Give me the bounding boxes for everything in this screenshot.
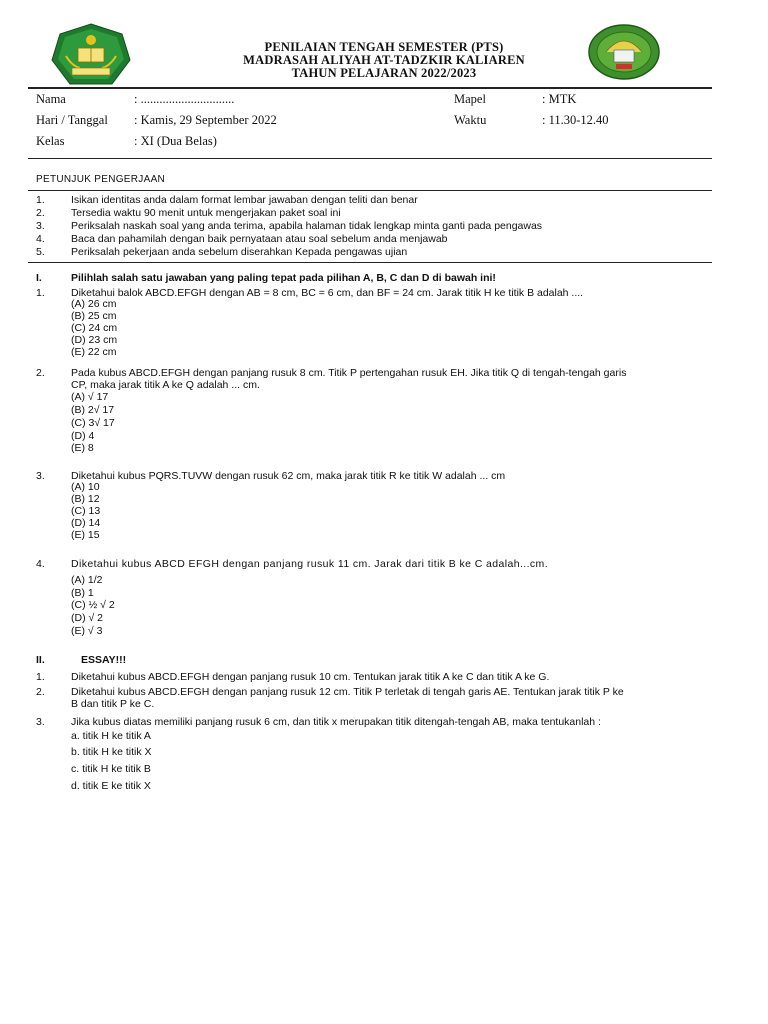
mapel-value: : MTK [542, 92, 577, 106]
question-number: 4. [36, 558, 45, 570]
question-number: 1. [36, 287, 45, 299]
section2-title: ESSAY!!! [81, 654, 127, 666]
header-title-2: MADRASAH ALIYAH AT-TADZKIR KALIAREN [243, 53, 525, 67]
option-c: (C) 13 [71, 505, 101, 517]
hari-label: Hari / Tanggal [36, 113, 108, 127]
option-d: (D) 4 [71, 430, 95, 442]
essay-subitem-b: b. titik H ke titik X [71, 746, 152, 758]
question-text: Diketahui kubus ABCD EFGH dengan panjang rusuk 11 cm. Jarak dari titik B ke C adalah...cm. [71, 558, 549, 570]
option-d: (D) 23 cm [71, 334, 118, 346]
petunjuk-item: Tersedia waktu 90 menit untuk mengerjakan paket soal ini [71, 207, 341, 219]
question-number: 2. [36, 367, 45, 379]
essay-text-continued: B dan titik P ke C. [71, 698, 155, 710]
question-text: Diketahui kubus PQRS.TUVW dengan rusuk 62 cm, maka jarak titik R ke titik W adalah ... cm [71, 470, 506, 482]
option-d: (D) √ 2 [71, 612, 104, 624]
option-a: (A) 10 [71, 481, 100, 493]
essay-subitem-c: c. titik H ke titik B [71, 763, 151, 775]
petunjuk-bottom-rule [28, 262, 712, 263]
option-b: (B) 12 [71, 493, 100, 505]
exam-header [0, 0, 768, 90]
essay-text: Jika kubus diatas memiliki panjang rusuk 6 cm, dan titik x merupakan titik ditengah-tengah AB, maka tentukanlah : [71, 716, 601, 728]
petunjuk-num: 3. [36, 220, 45, 232]
section1-number: I. [36, 272, 42, 284]
mapel-label: Mapel [454, 92, 486, 106]
petunjuk-item: Periksalah pekerjaan anda sebelum diserahkan Kepada pengawas ujian [71, 246, 408, 258]
essay-subitem-a: a. titik H ke titik A [71, 730, 151, 742]
essay-text: Diketahui kubus ABCD.EFGH dengan panjang rusuk 10 cm. Tentukan jarak titik A ke C dan titik A ke G. [71, 671, 550, 683]
question-text: Diketahui balok ABCD.EFGH dengan AB = 8 cm, BC = 6 cm, dan BF = 24 cm. Jarak titik H ke titik B adalah .... [71, 287, 584, 299]
waktu-label: Waktu [454, 113, 487, 127]
petunjuk-title: PETUNJUK PENGERJAAN [36, 174, 166, 185]
nama-label: Nama [36, 92, 66, 106]
option-e: (E) 8 [71, 442, 94, 454]
option-d: (D) 14 [71, 517, 101, 529]
option-b: (B) 1 [71, 587, 94, 599]
petunjuk-num: 1. [36, 194, 45, 206]
header-title-3: TAHUN PELAJARAN 2022/2023 [291, 66, 477, 80]
option-c: (C) 24 cm [71, 322, 118, 334]
question-text-continued: CP, maka jarak titik A ke Q adalah ... cm. [71, 379, 260, 391]
option-e: (E) 15 [71, 529, 100, 541]
kelas-value: : XI (Dua Belas) [134, 134, 217, 148]
petunjuk-top-rule [28, 190, 712, 191]
essay-number: 3. [36, 716, 45, 728]
option-c: (C) ½ √ 2 [71, 599, 115, 611]
header-title-1: PENILAIAN TENGAH SEMESTER (PTS) [264, 40, 504, 54]
nama-value: : .............................. [134, 92, 235, 106]
petunjuk-num: 4. [36, 233, 45, 245]
option-b: (B) 25 cm [71, 310, 117, 322]
option-e: (E) 22 cm [71, 346, 117, 358]
question-text: Pada kubus ABCD.EFGH dengan panjang rusuk 8 cm. Titik P pertengahan rusuk EH. Jika titik Q di tengah-tengah garis [71, 367, 627, 379]
essay-text: Diketahui kubus ABCD.EFGH dengan panjang rusuk 12 cm. Titik P terletak di tengah garis AE. Tentukan jarak titik P ke [71, 686, 624, 698]
option-a: (A) 26 cm [71, 298, 117, 310]
header-divider [28, 87, 712, 89]
section2-number: II. [36, 654, 45, 666]
option-a: (A) √ 17 [71, 391, 109, 403]
essay-number: 1. [36, 671, 45, 683]
option-b: (B) 2√ 17 [71, 404, 115, 416]
option-c: (C) 3√ 17 [71, 417, 115, 429]
waktu-value: : 11.30-12.40 [542, 113, 609, 127]
section1-title: Pilihlah salah satu jawaban yang paling tepat pada pilihan A, B, C dan D di bawah ini! [71, 272, 496, 284]
school-logo [586, 22, 662, 82]
petunjuk-item: Periksalah naskah soal yang anda terima, apabila halaman tidak lengkap minta ganti pada pengawas [71, 220, 543, 232]
petunjuk-item: Baca dan pahamilah dengan baik pernyataan atau soal sebelum anda menjawab [71, 233, 448, 245]
kelas-label: Kelas [36, 134, 65, 148]
petunjuk-num: 5. [36, 246, 45, 258]
essay-subitem-d: d. titik E ke titik X [71, 780, 151, 792]
identity-divider [28, 158, 712, 159]
essay-number: 2. [36, 686, 45, 698]
hari-value: : Kamis, 29 September 2022 [134, 113, 277, 127]
option-a: (A) 1/2 [71, 574, 103, 586]
petunjuk-num: 2. [36, 207, 45, 219]
petunjuk-item: Isikan identitas anda dalam format lembar jawaban dengan teliti dan benar [71, 194, 418, 206]
question-number: 3. [36, 470, 45, 482]
option-e: (E) √ 3 [71, 625, 103, 637]
